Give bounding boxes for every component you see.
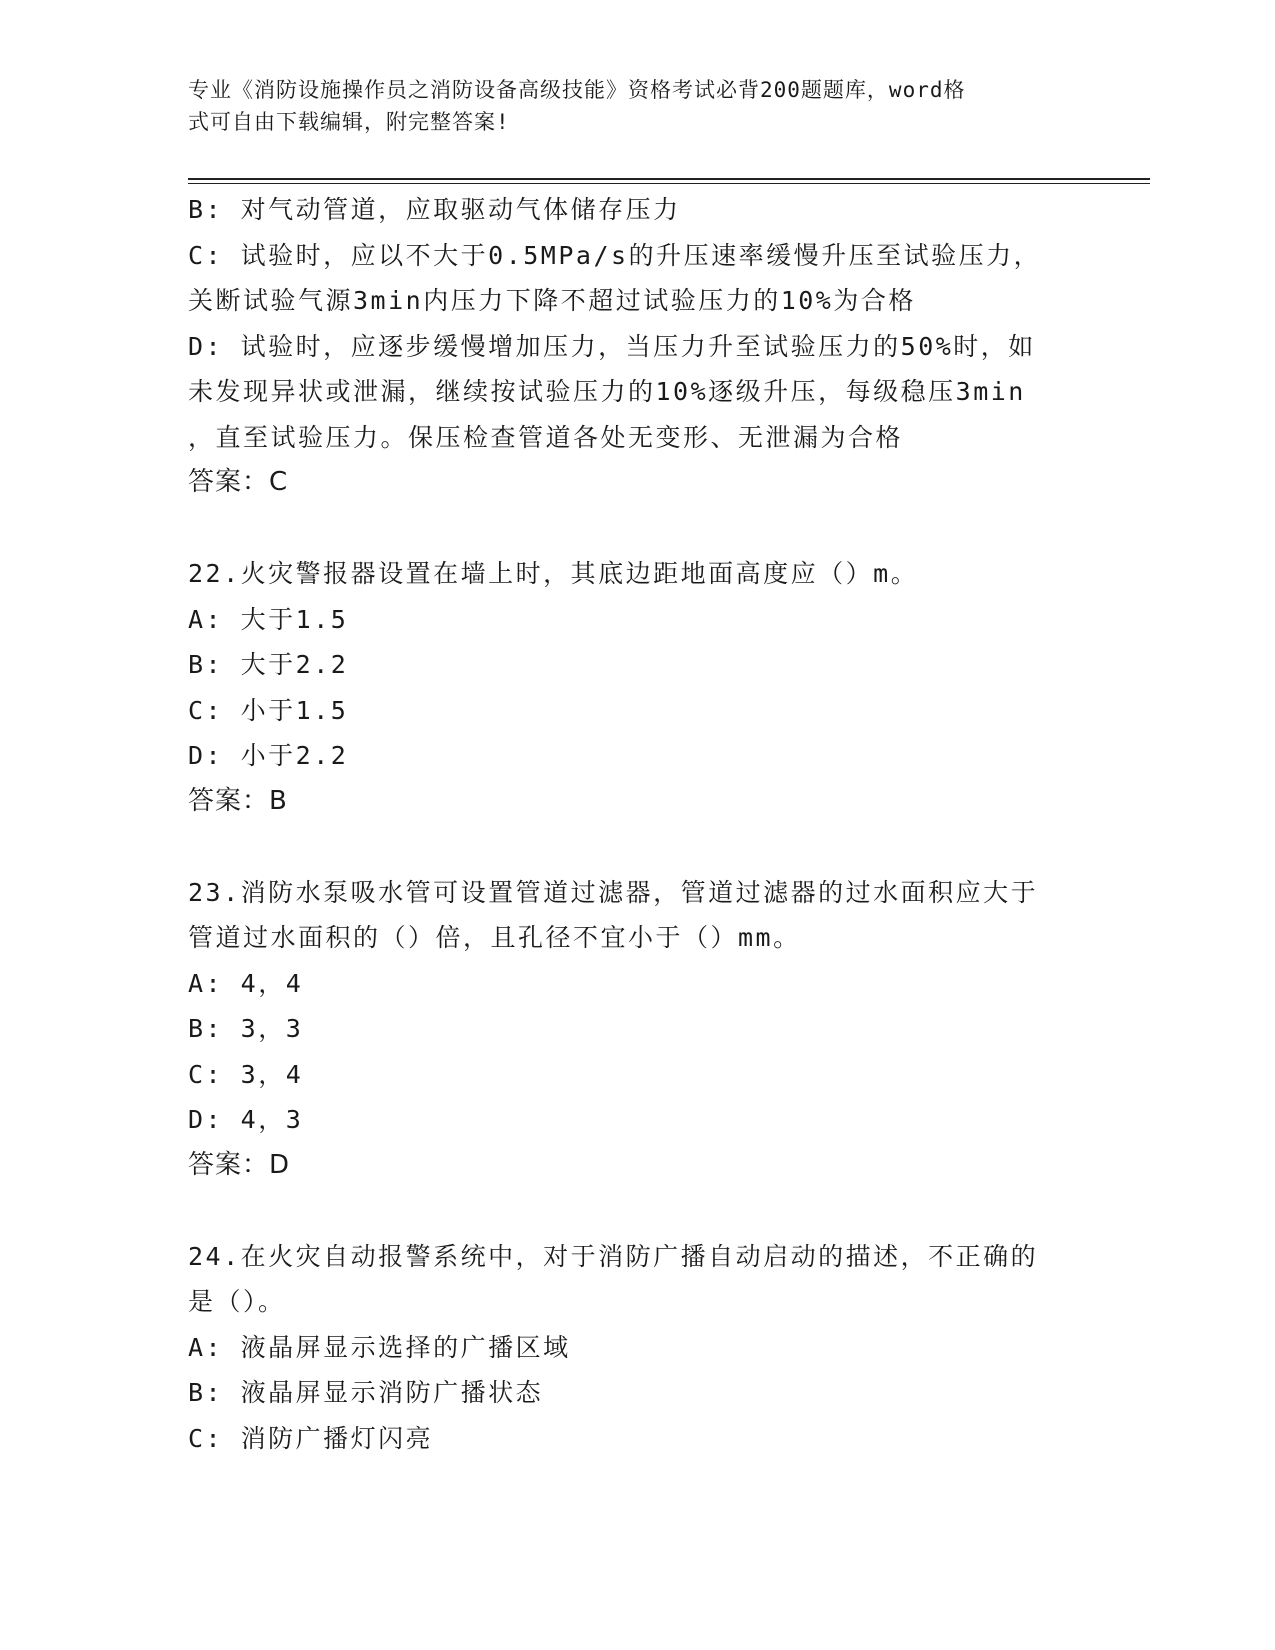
q23-answer: 答案：D (188, 1149, 291, 1180)
q23-option-a: A: 4，4 (188, 968, 304, 998)
q23-option-b: B: 3，3 (188, 1014, 304, 1043)
spacer (188, 824, 1148, 870)
q21-option-d-line-2: 未发现异状或泄漏，继续按试验压力的10%逐级升压，每级稳压3min (188, 377, 1026, 406)
question-22 (188, 551, 1148, 824)
q22-option-c: C: 小于1.5 (188, 695, 349, 725)
q24-option-b: B: 液晶屏显示消防广播状态 (188, 1378, 544, 1407)
q23-question-line-2: 管道过水面积的（）倍，且孔径不宜小于（）mm。 (188, 923, 801, 952)
spacer (188, 506, 1148, 552)
header-title-line-2: 式可自由下载编辑，附完整答案! (188, 110, 510, 134)
q24-question-line-1: 24.在火灾自动报警系统中，对于消防广播自动启动的描述，不正确的 (188, 1241, 1039, 1271)
q21-option-d-line-3: ，直至试验压力。保压检查管道各处无变形、无泄漏为合格 (188, 422, 904, 452)
q21-option-c-line-1: C: 试验时，应以不大于0.5MPa/s的升压速率缓慢升压至试验压力， (188, 240, 1042, 270)
q22-option-a: A: 大于1.5 (188, 604, 349, 634)
q22-option-d: D: 小于2.2 (188, 741, 349, 770)
q21-option-d-line-1: D: 试验时，应逐步缓慢增加压力，当压力升至试验压力的50%时，如 (188, 331, 1036, 361)
q22-answer: 答案：B (188, 785, 288, 816)
question-24 (188, 1234, 1148, 1462)
q24-option-a: A: 液晶屏显示选择的广播区域 (188, 1332, 571, 1362)
spacer (188, 1188, 1148, 1234)
q21-answer: 答案：C (188, 467, 289, 497)
q23-option-d: D: 4，3 (188, 1105, 304, 1134)
q23-option-c: C: 3，4 (188, 1059, 304, 1089)
q24-option-c: C: 消防广播灯闪亮 (188, 1423, 434, 1453)
q22-option-b: B: 大于2.2 (188, 650, 349, 679)
header-divider (188, 178, 1150, 184)
question-21-tail (188, 187, 1148, 506)
q23-question-line-1: 23.消防水泵吸水管可设置管道过滤器，管道过滤器的过水面积应大于 (188, 877, 1039, 907)
q24-question-line-2: 是（）。 (188, 1287, 286, 1316)
q22-question: 22.火灾警报器设置在墙上时，其底边距地面高度应（）m。 (188, 559, 919, 588)
question-content (188, 187, 1148, 1461)
q21-option-c-line-2: 关断试验气源3min内压力下降不超过试验压力的10%为合格 (188, 286, 916, 315)
header-title-line-1: 专业《消防设施操作员之消防设备高级技能》资格考试必背200题题库，word格 (188, 78, 966, 102)
document-header (188, 74, 1088, 138)
question-23 (188, 870, 1148, 1189)
q21-option-b: B: 对气动管道，应取驱动气体储存压力 (188, 195, 681, 224)
